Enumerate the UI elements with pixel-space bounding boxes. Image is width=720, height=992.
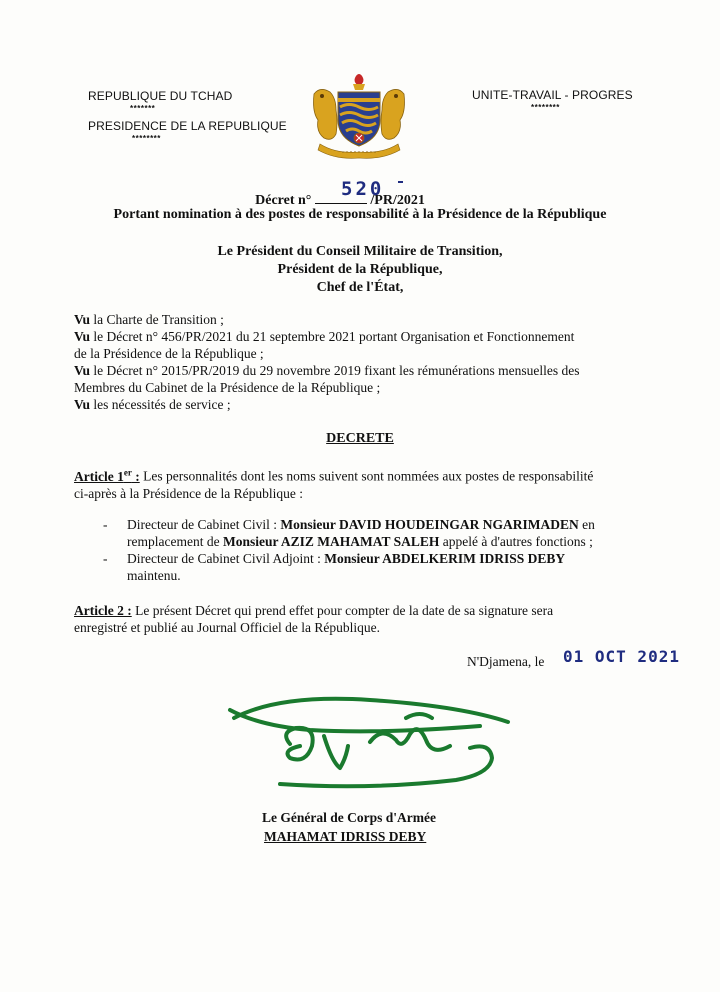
visa-vu: Vu (74, 397, 91, 412)
decree-number-tick (398, 181, 403, 183)
visa-vu: Vu (74, 363, 91, 378)
header-left-stars1: ******* (130, 104, 156, 113)
visa-vu: Vu (74, 312, 91, 327)
article-2-text: Le présent Décret qui prend effet pour compter de la date de sa signature sera (131, 603, 554, 618)
decree-number: 520 (341, 178, 385, 200)
decrete-heading: DECRETE (326, 431, 394, 446)
article-2-label: Article 2 : (74, 603, 132, 618)
date-stamp: 01 OCT 2021 (563, 647, 680, 666)
article-1-text-cont: ci-après à la Présidence de la République : (74, 485, 304, 501)
authority-line3: Chef de l'État, (316, 280, 404, 295)
header-right-stars: ******** (531, 103, 560, 112)
decree-prefix: Décret n° (255, 193, 312, 208)
place-label: N'Djamena, le (467, 654, 545, 669)
header-left-line1: REPUBLIQUE DU TCHAD (88, 89, 233, 103)
appointment-text: Directeur de Cabinet Civil : Monsieur DAVID HOUDEINGAR NGARIMADEN en remplacement de Monsieur AZIZ MAHAMAT SALEH appelé à d'autres fonctions ; (127, 517, 595, 549)
visa-text-cont: de la Présidence de la République ; (74, 346, 264, 361)
header-left-line2: PRESIDENCE DE LA REPUBLIQUE (88, 119, 287, 133)
signatory-rank: Le Général de Corps d'Armée (262, 810, 436, 825)
visa-text-cont: Membres du Cabinet de la Présidence de la République ; (74, 380, 381, 395)
article-2 (74, 602, 674, 636)
header-right-motto: UNITE-TRAVAIL - PROGRES (472, 88, 633, 102)
article-1 (74, 464, 674, 502)
visa-2 (74, 328, 664, 362)
header-left-stars2: ******** (132, 134, 161, 143)
visa-text: les nécessités de service ; (90, 397, 231, 412)
article-1-text: Les personnalités dont les noms suivent sont nommées aux postes de responsabilité (139, 468, 594, 484)
visa-3 (74, 362, 664, 396)
handwritten-signature (220, 688, 520, 798)
visa-vu: Vu (74, 329, 91, 344)
appointment-text: Directeur de Cabinet Civil Adjoint : Monsieur ABDELKERIM IDRISS DEBY maintenu. (127, 551, 566, 583)
article-2-text-cont: enregistré et publié au Journal Officiel de la République. (74, 620, 381, 635)
visa-1 (74, 311, 654, 328)
visa-text: le Décret n° 2015/PR/2019 du 29 novembre 2019 fixant les rémunérations mensuelles des (90, 363, 580, 378)
authority-line1: Le Président du Conseil Militaire de Transition, (217, 244, 503, 259)
appointment-item-2 (103, 550, 663, 586)
authority-line2: Président de la République, (277, 262, 443, 277)
appointee-name: DAVID HOUDEINGAR NGARIMADEN (338, 517, 579, 532)
visa-4 (74, 396, 654, 413)
visa-text: le Décret n° 456/PR/2021 du 21 septembre 2021 portant Organisation et Fonctionnement (90, 329, 575, 344)
decree-subject: Portant nomination à des postes de responsabilité à la Présidence de la République (113, 207, 607, 222)
appointee-name: ABDELKERIM IDRISS DEBY (382, 551, 566, 566)
decree-suffix: /PR/2021 (370, 193, 425, 208)
appointment-item-1 (103, 516, 663, 552)
bullet-dash: - (103, 517, 108, 532)
replaced-name: AZIZ MAHAMAT SALEH (280, 534, 440, 549)
article-1-label: Article 1er : (74, 467, 140, 484)
signatory-name: MAHAMAT IDRISS DEBY (264, 829, 427, 844)
bullet-dash: - (103, 551, 108, 566)
visa-text: la Charte de Transition ; (90, 312, 224, 327)
coat-of-arms-chad-icon (306, 72, 412, 160)
